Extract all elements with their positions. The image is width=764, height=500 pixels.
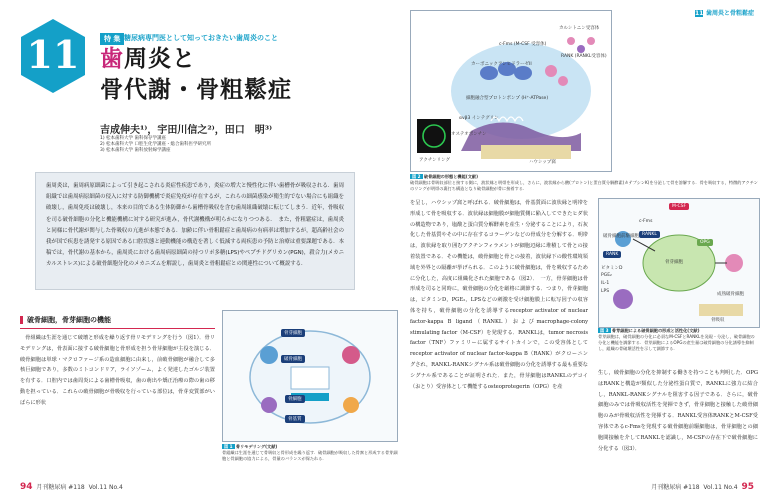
fig2-label: αvβ3 インテグリン (459, 116, 499, 121)
running-header (695, 8, 754, 17)
fig3-label: M-CSF (669, 203, 689, 210)
fig2-label: RANK (RANKL受容体) (561, 54, 607, 59)
authors: 吉成伸夫¹⁾，宇田川信之²⁾，田口 明³⁾ (100, 125, 273, 136)
fig2-label: オステオポンチン (451, 132, 487, 137)
fig3-label: LPS (601, 289, 610, 294)
figure-1-caption: 図 1 骨リモデリング(文献) 骨組織は生涯を通じて骨吸収と骨形成を繰り返す．破骨細胞が吸収した骨窩と形成する骨芽細胞と骨細胞の協力による，骨量のバランスが保たれる． (222, 444, 398, 461)
fig3-label: RANK (603, 251, 621, 258)
section-heading: 破骨細胞，骨芽細胞の機能 (20, 313, 215, 329)
fig3-label: 破骨細胞前駆細胞 (603, 234, 639, 239)
fig3-label: 骨芽細胞 (665, 260, 683, 265)
body-text-left: 骨組織は生涯を通じて破壊と形成を繰り返す骨リモデリングを行う（図1）．骨リモデリングは，骨表面に接する破骨細胞と骨形成を担う骨芽細胞が主役を演じる．破骨細胞は単球・マクロファージ系の造血細胞に由来し，前破骨細胞が融合して多核巨細胞であり，多数のミトコンドリア，ライソゾーム，よく発達したゴルジ装置を有する．口腔内では歯周炎による歯槽骨吸収，歯の萌出や矯正治療の際の歯の移動を担っている．これらの破骨細胞が骨吸収を行っている部位は，骨芽変質部がいばらに形状 (20, 335, 215, 406)
fig2-label: ハウシップ窩 (529, 160, 556, 165)
figure-1-tag: 図 1 (224, 444, 233, 449)
figure-3-tag: 図 3 (600, 328, 609, 333)
fig2-label: アクチンリング (419, 158, 451, 163)
figure-2 (410, 10, 612, 172)
fig3-label: 骨吸収 (711, 318, 725, 323)
article-title-line2: 骨代謝・骨粗鬆症 (100, 76, 292, 103)
footer-left: 94 月刊糖尿病 #118 Vol.11 No.4 (20, 482, 123, 492)
figure-2-tag: 図 2 (412, 174, 421, 179)
fig3-label: IL-1 (601, 281, 610, 286)
series-title: 糖尿病専門医として知っておきたい歯周炎のこと (124, 34, 278, 42)
footer-right: 月刊糖尿病 #118 Vol.11 No.4 95 (651, 482, 754, 492)
fig2-label: c-Fms (M-CSF 受容体) (499, 42, 547, 47)
fig1-label: 骨細胞 (285, 395, 305, 403)
running-title: 歯周炎と骨粗鬆症 (705, 10, 754, 17)
fig1-label: 骨芽細胞 (281, 329, 305, 337)
figure-3-caption: 図 3 骨芽細胞による破骨細胞の形成と活性化(文献) 骨芽細胞は，破骨細胞の分化に必須なM-CSFとRANKLを発現・分泌し，破骨細胞の分化と機能を調節する．骨芽細胞によるOPGの産生量は破骨細胞の分化誘導を抑制し，組織の骨破壊活性を示して調節する． (598, 328, 755, 351)
fig3-label: 成熟破骨細胞 (717, 292, 744, 297)
fig3-label: c-Fms (639, 219, 653, 224)
fig2-label: カルシトニン受容体 (559, 26, 600, 31)
fig2-label: カーボニックアンヒドラーゼII (471, 62, 532, 67)
article-title-line1: 歯周炎と (100, 45, 196, 72)
chapter-number: 11 (26, 32, 80, 77)
chapter-number-badge: 11 (694, 10, 704, 17)
body-text-right: 生し，破骨細胞の分化を抑制する働きを持つことも判明した．OPGはRANKと構造が類似した分泌性蛋白質で，RANKLに強力に結合し，RANKL-RANKシグナルを阻害する因子である．さらに，破骨細胞のみでは骨吸収活性を発揮できず，骨芽細胞と接触した破骨細胞のみが骨吸収活性を発揮する．RANKL受容体RANKとM-CSF受容体であるc-Fmsを発現する破骨細胞前駆細胞は，骨芽細胞との細胞間接触を介してRANKLを認識し，M-CSFの存在下で破骨細胞に分化する（図3）． (598, 370, 758, 452)
fig3-label: ビタミンD (601, 266, 623, 271)
body-text-middle: を呈し，ハウシップ窩と呼ばれる．破骨細胞は，骨基質面に波状縁と明帯を形成して骨を吸収する．波状縁は細胞膜が細胞質側に陥入してできたヒダ状の構造物であり，塩酸と蛋白質分解酵素を産生・分泌することにより，石灰化した骨基質やその中に存在するコラーゲンなどの骨成分を分解する．明帯は，波状縁を取り囲むアクチンフィラメントが細胞辺縁に堆積して骨との接着装置である．その機能は，破骨細胞と骨との接着，波状縁下の酸性環境領域を外界との隔離が挙げられる．このように破骨細胞は，骨を吸収するために分化した，高度に組織化された細胞である（図2）． 一方，骨芽細胞は骨形成を司ると同時に，破骨細胞の分化を厳格に調節する．つまり，骨芽細胞は，ビタミンD，PGE₂，LPSなどの刺激を受け細胞膜上に転写因子の収容体を持ち，破骨細胞の分化を誘導するreceptor activator of nuclear factor-kappa B ligand（RANKL）およびmacrophage-colony stimulating factor（M-CSF）を発現する．RANKLは，tumor necrosis factor（TNF）ファミリーに属するサイトカインで，この受容体としてreceptor activator of nuclear factor-kappa B（RANK）がクローニングされ，RANKL-RANKシグナル系は破骨細胞の分化を誘導する最も重要なシグナル系であることが証明された．また，骨芽細胞はRANKLのデコイ（おとり）受容体として機能するosteoprotegerin（OPG）を産 (410, 200, 588, 390)
abstract-box: 歯周炎は，歯周病原細菌によって引き起こされる炎症性疾患であり，炎症の増大と慢性化に伴い歯槽骨が吸収される．歯周組織では歯周病原細菌の侵入に対する防御機構で炎症免疫が存在するが，これらの細菌感染が衛生的でない場合にも組織を破壊し，歯周免疫は破壊し，本来の目的である生体防御から歯槽骨吸収を含む歯周組織破壊に転じてしまう．近年，骨吸収を司る破骨細胞の分化と機能機構に対する研究が進み，骨代謝機構が明らかになりつつある． また，骨粗鬆症は，歯周炎と同様に骨代謝が関与した骨吸収の亢進が本態である．加齢に伴い骨粗鬆症と歯周病の有病率は増加するが，超高齢社会の我が国で疾患を誘発する原因である口腔状態と連動機能の構造を著しく低減する両疾患の予防と治療は重要課題である．本稿では，骨代謝の基本から，歯周炎における歯周病原細菌の持つリポ多糖(LPS)やペプチドグリカン(PGN)，殺合力(メカニカルストレス)による破骨細胞分化のメカニズムを解説し，歯周炎と骨粗鬆症との関連性について概説する． (35, 172, 355, 290)
figure-2-caption: 図 2 破骨細胞の形態と機能(文献) 破骨細胞は骨吸収部位と接する側に，波状縁と明帯を形成し，さらに，波状縁から酸(プロトン)と蛋白質分解酵素(カテプシンK)を分泌して骨を溶解する．骨を吸収する，特徴的アクチンのリングが明帯の裏打ち構造となり破骨細胞が骨に接着する． (410, 174, 758, 191)
section-heading-bar (20, 316, 23, 324)
figure-1 (222, 310, 398, 442)
fig3-label: OPG (697, 239, 713, 246)
chapter-hexagon (20, 18, 86, 94)
fig1-label: 骨基質 (285, 415, 305, 423)
fig3-label: RANKL (639, 231, 660, 238)
page-number-right: 95 (741, 482, 754, 492)
fig3-label: PGE₂ (601, 273, 612, 278)
fig2-label: 細胞融合型プロトンポンプ (H⁺-ATPase) (466, 96, 549, 101)
title-accent-char: 歯 (100, 45, 124, 72)
figure-3 (598, 198, 760, 328)
page-number-left: 94 (20, 482, 33, 492)
fig1-label: 破骨細胞 (281, 355, 305, 363)
affiliations: 1) 松本歯科大学 歯科保存学講座 2) 松本歯科大学 口腔生化学講座・総合歯科医学研究所 3) 松本歯科大学 歯科放射線学講座 (100, 136, 211, 153)
feature-tag: 特 集 (100, 33, 124, 45)
